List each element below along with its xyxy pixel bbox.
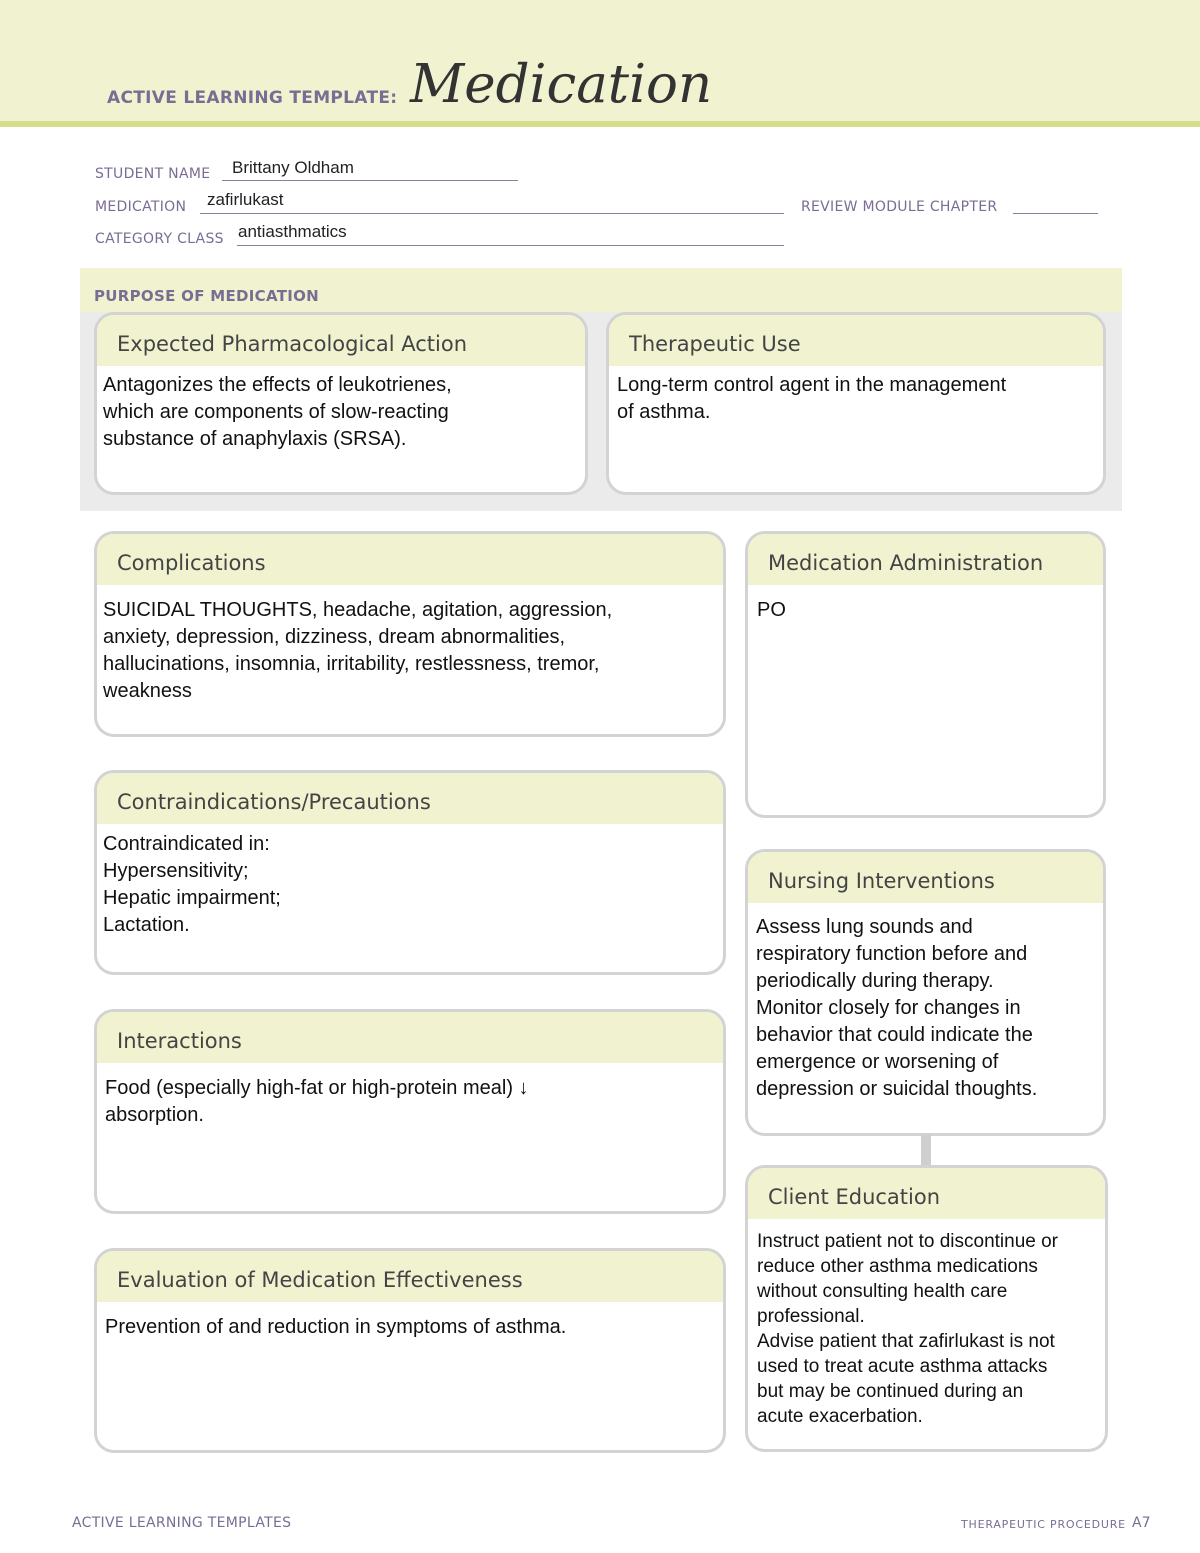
student-name-label: STUDENT NAME [95, 166, 211, 182]
client-education-body[interactable] [748, 1219, 1105, 1429]
administration-card [745, 531, 1106, 818]
text-line: Monitor closely for changes in [756, 997, 1021, 1019]
contraindications-card [94, 770, 726, 975]
evaluation-title: Evaluation of Medication Effectiveness [97, 1251, 723, 1302]
text-line: of asthma. [617, 401, 711, 423]
footer-section: THERAPEUTIC PROCEDURE [961, 1518, 1126, 1531]
text-line: behavior that could indicate the [756, 1024, 1033, 1046]
complications-title: Complications [97, 534, 723, 585]
text-line: professional. [757, 1306, 865, 1327]
text-line: Long-term control agent in the management [617, 374, 1007, 396]
evaluation-body[interactable] [97, 1302, 723, 1341]
client-education-card [745, 1165, 1108, 1452]
interactions-title: Interactions [97, 1012, 723, 1063]
administration-body[interactable] [748, 585, 1103, 624]
administration-title: Medication Administration [748, 534, 1103, 585]
nursing-interventions-body[interactable] [748, 903, 1103, 1103]
interactions-body[interactable] [97, 1063, 723, 1129]
medication-label: MEDICATION [95, 199, 187, 215]
text-line: used to treat acute asthma attacks [757, 1356, 1048, 1377]
header-divider [0, 121, 1200, 127]
contraindications-body[interactable] [97, 824, 723, 939]
therapeutic-use-card [606, 312, 1106, 495]
text-line: Food (especially high-fat or high-protein meal) ↓ [105, 1077, 529, 1099]
text-line: emergence or worsening of [756, 1051, 999, 1073]
medication-field[interactable]: zafirlukast [207, 190, 284, 209]
complications-body[interactable] [97, 585, 723, 705]
page-title: Medication [410, 54, 713, 115]
review-module-label: REVIEW MODULE CHAPTER [801, 199, 998, 215]
text-line: Hypersensitivity; [103, 860, 249, 882]
interactions-card [94, 1009, 726, 1214]
text-line: periodically during therapy. [756, 970, 994, 992]
expected-action-card [94, 312, 588, 495]
contraindications-title: Contraindications/Precautions [97, 773, 723, 824]
text-line: Instruct patient not to discontinue or [757, 1231, 1059, 1252]
text-line: Advise patient that zafirlukast is not [757, 1331, 1055, 1352]
expected-action-body[interactable] [97, 366, 585, 453]
text-line: hallucinations, insomnia, irritability, restlessness, tremor, [103, 653, 600, 675]
medication-underline [200, 213, 784, 214]
template-label: ACTIVE LEARNING TEMPLATE: [107, 88, 398, 108]
text-line: absorption. [105, 1104, 204, 1126]
client-education-title: Client Education [748, 1168, 1105, 1219]
therapeutic-use-body[interactable] [609, 366, 1103, 426]
student-name-field[interactable]: Brittany Oldham [232, 158, 354, 177]
text-line: reduce other asthma medications [757, 1256, 1038, 1277]
text-line: anxiety, depression, dizziness, dream abnormalities, [103, 626, 566, 648]
text-line: but may be continued during an [757, 1381, 1024, 1402]
therapeutic-use-title: Therapeutic Use [609, 315, 1103, 366]
nursing-interventions-card [745, 849, 1106, 1136]
purpose-label: PURPOSE OF MEDICATION [94, 287, 320, 305]
text-line: Hepatic impairment; [103, 887, 281, 909]
complications-card [94, 531, 726, 737]
text-line: depression or suicidal thoughts. [756, 1078, 1038, 1100]
card-connector [921, 1134, 931, 1165]
text-line: Antagonizes the effects of leukotrienes, [103, 374, 452, 396]
nursing-interventions-title: Nursing Interventions [748, 852, 1103, 903]
page-number: A7 [1132, 1515, 1151, 1531]
student-name-underline [222, 180, 518, 181]
text-line: without consulting health care [757, 1281, 1008, 1302]
text-line: which are components of slow-reacting [103, 401, 449, 423]
expected-action-title: Expected Pharmacological Action [97, 315, 585, 366]
category-class-underline [237, 245, 784, 246]
text-line: acute exacerbation. [757, 1406, 923, 1427]
text-line: Lactation. [103, 914, 190, 936]
text-line: SUICIDAL THOUGHTS, headache, agitation, aggression, [103, 599, 613, 621]
text-line: Assess lung sounds and [756, 916, 973, 938]
text-line: respiratory function before and [756, 943, 1028, 965]
text-line: weakness [103, 680, 192, 702]
evaluation-card [94, 1248, 726, 1453]
footer-title: ACTIVE LEARNING TEMPLATES [72, 1515, 292, 1531]
text-line: Prevention of and reduction in symptoms of asthma. [105, 1316, 567, 1338]
category-class-label: CATEGORY CLASS [95, 231, 224, 247]
category-class-field[interactable]: antiasthmatics [238, 222, 347, 241]
review-module-underline [1013, 213, 1098, 214]
text-line: substance of anaphylaxis (SRSA). [103, 428, 407, 450]
text-line: PO [757, 599, 786, 621]
text-line: Contraindicated in: [103, 833, 270, 855]
